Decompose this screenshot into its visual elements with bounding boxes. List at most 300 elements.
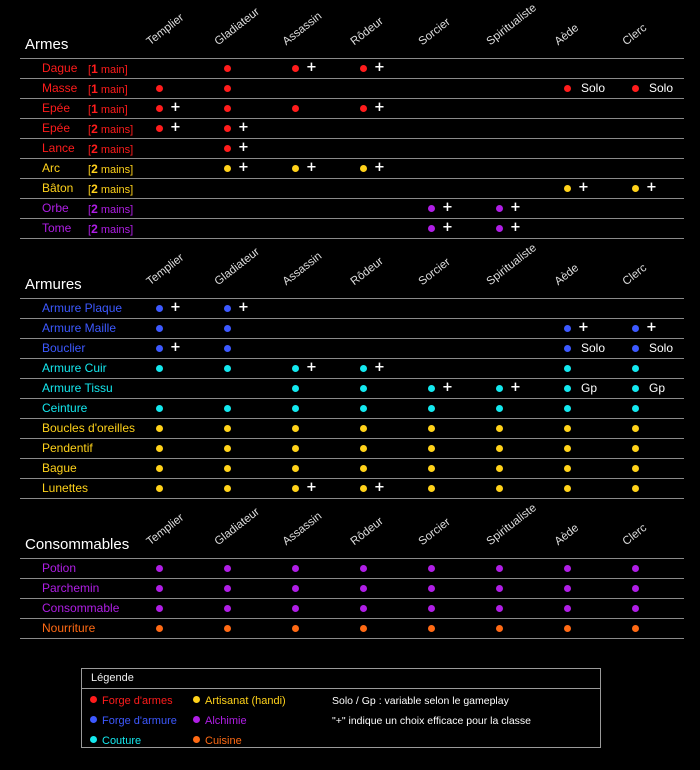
- dot-marker: [156, 485, 163, 492]
- dot-marker: [496, 485, 503, 492]
- cell-gladiateur: [224, 319, 284, 338]
- plus-marker: +: [170, 120, 181, 135]
- dot-marker: [496, 605, 503, 612]
- dot-marker: [224, 485, 231, 492]
- dot-marker: [360, 625, 367, 632]
- cell-spiritualiste: [496, 579, 556, 598]
- table-row: [20, 578, 684, 598]
- dot-marker: [360, 385, 367, 392]
- cell-aède: [564, 439, 624, 458]
- cell-spiritualiste: [496, 199, 556, 218]
- dot-marker: [428, 585, 435, 592]
- plus-marker: +: [442, 200, 453, 215]
- cell-gladiateur: [224, 439, 284, 458]
- cell-aède: [564, 319, 624, 338]
- cell-note: Gp: [649, 381, 666, 395]
- cell-aède: [564, 179, 624, 198]
- cell-clerc: [632, 619, 692, 638]
- dot-marker: [564, 365, 571, 372]
- cell-note: Gp: [581, 381, 598, 395]
- dot-marker: [156, 605, 163, 612]
- dot-marker: [360, 465, 367, 472]
- cell-clerc: [632, 379, 692, 398]
- section-title: Consommables: [25, 536, 130, 553]
- cell-gladiateur: [224, 399, 284, 418]
- cell-gladiateur: [224, 79, 284, 98]
- cell-sorcier: [428, 219, 488, 238]
- hand-count: [2 mains]: [88, 202, 134, 216]
- rows: [20, 558, 684, 639]
- cell-sorcier: [428, 559, 488, 578]
- dot-marker: [564, 485, 571, 492]
- dot-marker: [496, 585, 503, 592]
- plus-marker: +: [646, 180, 657, 195]
- cell-sorcier: [428, 439, 488, 458]
- column-header-5: Spiritualiste: [484, 501, 539, 548]
- plus-marker: +: [238, 160, 249, 175]
- cell-gladiateur: [224, 619, 284, 638]
- dot-marker: [156, 365, 163, 372]
- dot-marker: [224, 625, 231, 632]
- dot-marker: [428, 445, 435, 452]
- cell-gladiateur: [224, 59, 284, 78]
- legend-dot: [90, 736, 97, 743]
- column-header-2: Assassin: [280, 250, 325, 288]
- item-name: Armure Tissu: [42, 381, 113, 395]
- hand-count: [2 mains]: [88, 142, 134, 156]
- dot-marker: [564, 465, 571, 472]
- cell-templier: [156, 79, 216, 98]
- column-header-6: Aède: [552, 522, 582, 548]
- cell-templier: [156, 339, 216, 358]
- dot-marker: [360, 565, 367, 572]
- cell-clerc: [632, 319, 692, 338]
- plus-marker: +: [374, 360, 385, 375]
- dot-marker: [224, 65, 231, 72]
- cell-aède: [564, 399, 624, 418]
- hand-count: [1 main]: [88, 82, 128, 96]
- dot-marker: [360, 485, 367, 492]
- dot-marker: [292, 405, 299, 412]
- cell-templier: [156, 479, 216, 498]
- cell-sorcier: [428, 459, 488, 478]
- item-name: Epée: [42, 101, 71, 115]
- cell-sorcier: [428, 619, 488, 638]
- table-row: [20, 398, 684, 418]
- cell-rôdeur: [360, 579, 420, 598]
- column-header-4: Sorcier: [416, 256, 453, 288]
- item-name: Masse: [42, 81, 78, 95]
- cell-rôdeur: [360, 599, 420, 618]
- dot-marker: [156, 105, 163, 112]
- cell-aède: [564, 79, 624, 98]
- cell-clerc: [632, 559, 692, 578]
- cell-note: Solo: [649, 81, 674, 95]
- table-row: [20, 618, 684, 639]
- item-name: Lunettes: [42, 481, 89, 495]
- cell-gladiateur: [224, 479, 284, 498]
- table-row: [20, 118, 684, 138]
- hand-count: [1 main]: [88, 62, 128, 76]
- plus-marker: +: [510, 220, 521, 235]
- dot-marker: [292, 465, 299, 472]
- cell-assassin: [292, 59, 352, 78]
- dot-marker: [292, 105, 299, 112]
- dot-marker: [360, 165, 367, 172]
- cell-assassin: [292, 579, 352, 598]
- cell-gladiateur: [224, 579, 284, 598]
- cell-aède: [564, 459, 624, 478]
- dot-marker: [224, 605, 231, 612]
- cell-note: Solo: [581, 341, 606, 355]
- column-header-7: Clerc: [620, 262, 650, 288]
- cell-clerc: [632, 339, 692, 358]
- plus-marker: +: [442, 220, 453, 235]
- dot-marker: [496, 425, 503, 432]
- cell-rôdeur: [360, 459, 420, 478]
- dot-marker: [428, 385, 435, 392]
- dot-marker: [496, 465, 503, 472]
- dot-marker: [224, 165, 231, 172]
- dot-marker: [156, 405, 163, 412]
- cell-templier: [156, 619, 216, 638]
- dot-marker: [496, 445, 503, 452]
- dot-marker: [632, 465, 639, 472]
- legend-item: [193, 715, 247, 727]
- plus-marker: +: [238, 140, 249, 155]
- cell-gladiateur: [224, 359, 284, 378]
- dot-marker: [496, 405, 503, 412]
- dot-marker: [292, 365, 299, 372]
- dot-marker: [564, 325, 571, 332]
- dot-marker: [360, 405, 367, 412]
- column-header-1: Gladiateur: [212, 505, 262, 548]
- cell-spiritualiste: [496, 459, 556, 478]
- cell-spiritualiste: [496, 599, 556, 618]
- table-row: [20, 138, 684, 158]
- legend-box: [81, 668, 601, 748]
- dot-marker: [428, 425, 435, 432]
- cell-clerc: [632, 479, 692, 498]
- cell-rôdeur: [360, 99, 420, 118]
- cell-spiritualiste: [496, 559, 556, 578]
- cell-gladiateur: [224, 559, 284, 578]
- cell-assassin: [292, 619, 352, 638]
- legend-item: [90, 695, 173, 707]
- column-header-7: Clerc: [620, 22, 650, 48]
- hand-count: [1 main]: [88, 102, 128, 116]
- table-row: [20, 558, 684, 578]
- dot-marker: [156, 425, 163, 432]
- cell-spiritualiste: [496, 439, 556, 458]
- cell-sorcier: [428, 399, 488, 418]
- dot-marker: [224, 105, 231, 112]
- table-row: [20, 218, 684, 239]
- cell-templier: [156, 119, 216, 138]
- cell-clerc: [632, 179, 692, 198]
- dot-marker: [632, 585, 639, 592]
- dot-marker: [292, 565, 299, 572]
- dot-marker: [564, 625, 571, 632]
- cell-assassin: [292, 379, 352, 398]
- legend-title: Légende: [82, 669, 600, 689]
- hand-count: [2 mains]: [88, 182, 134, 196]
- dot-marker: [632, 425, 639, 432]
- cell-templier: [156, 559, 216, 578]
- cell-spiritualiste: [496, 219, 556, 238]
- dot-marker: [360, 425, 367, 432]
- plus-marker: +: [306, 360, 317, 375]
- cell-rôdeur: [360, 619, 420, 638]
- cell-gladiateur: [224, 339, 284, 358]
- dot-marker: [156, 565, 163, 572]
- legend-label: Cuisine: [205, 735, 242, 747]
- dot-marker: [564, 385, 571, 392]
- cell-templier: [156, 359, 216, 378]
- cell-gladiateur: [224, 99, 284, 118]
- item-name: Tome: [42, 221, 72, 235]
- dot-marker: [360, 445, 367, 452]
- table-row: [20, 298, 684, 318]
- item-name: Bouclier: [42, 341, 86, 355]
- cell-note: Solo: [581, 81, 606, 95]
- dot-marker: [156, 325, 163, 332]
- dot-marker: [224, 305, 231, 312]
- plus-marker: +: [374, 60, 385, 75]
- column-header-6: Aède: [552, 22, 582, 48]
- cell-rôdeur: [360, 439, 420, 458]
- hand-count: [2 mains]: [88, 122, 134, 136]
- dot-marker: [632, 365, 639, 372]
- cell-spiritualiste: [496, 399, 556, 418]
- cell-rôdeur: [360, 419, 420, 438]
- cell-aède: [564, 619, 624, 638]
- cell-assassin: [292, 439, 352, 458]
- cell-spiritualiste: [496, 419, 556, 438]
- cell-clerc: [632, 79, 692, 98]
- dot-marker: [632, 625, 639, 632]
- cell-gladiateur: [224, 599, 284, 618]
- dot-marker: [428, 465, 435, 472]
- cell-templier: [156, 399, 216, 418]
- dot-marker: [564, 565, 571, 572]
- table-row: [20, 318, 684, 338]
- item-name: Boucles d'oreilles: [42, 421, 136, 435]
- dot-marker: [360, 585, 367, 592]
- column-header-0: Templier: [144, 11, 187, 48]
- item-name: Nourriture: [42, 621, 96, 635]
- cell-clerc: [632, 439, 692, 458]
- table-row: [20, 78, 684, 98]
- column-header-7: Clerc: [620, 522, 650, 548]
- cell-sorcier: [428, 599, 488, 618]
- item-name: Pendentif: [42, 441, 93, 455]
- column-header-4: Sorcier: [416, 516, 453, 548]
- cell-aède: [564, 359, 624, 378]
- dot-marker: [360, 65, 367, 72]
- item-name: Bâton: [42, 181, 74, 195]
- dot-marker: [292, 385, 299, 392]
- dot-marker: [292, 165, 299, 172]
- dot-marker: [428, 625, 435, 632]
- item-name: Armure Maille: [42, 321, 117, 335]
- plus-marker: +: [374, 100, 385, 115]
- dot-marker: [632, 325, 639, 332]
- item-name: Ceinture: [42, 401, 88, 415]
- cell-clerc: [632, 419, 692, 438]
- dot-marker: [428, 205, 435, 212]
- table-row: [20, 198, 684, 218]
- cell-aède: [564, 599, 624, 618]
- plus-marker: +: [170, 300, 181, 315]
- plus-marker: +: [374, 160, 385, 175]
- plus-marker: +: [238, 120, 249, 135]
- column-header-5: Spiritualiste: [484, 1, 539, 48]
- dot-marker: [224, 345, 231, 352]
- legend-label: Couture: [102, 735, 142, 747]
- item-name: Potion: [42, 561, 77, 575]
- cell-sorcier: [428, 419, 488, 438]
- cell-aède: [564, 339, 624, 358]
- plus-marker: +: [442, 380, 453, 395]
- dot-marker: [632, 445, 639, 452]
- cell-rôdeur: [360, 159, 420, 178]
- cell-spiritualiste: [496, 619, 556, 638]
- dot-marker: [224, 325, 231, 332]
- column-header-3: Rôdeur: [348, 515, 386, 548]
- hand-count: [2 mains]: [88, 162, 134, 176]
- cell-aède: [564, 419, 624, 438]
- dot-marker: [224, 425, 231, 432]
- cell-templier: [156, 439, 216, 458]
- column-header-0: Templier: [144, 251, 187, 288]
- dot-marker: [156, 345, 163, 352]
- dot-marker: [632, 345, 639, 352]
- item-name: Armure Plaque: [42, 301, 123, 315]
- column-header-3: Rôdeur: [348, 255, 386, 288]
- dot-marker: [292, 585, 299, 592]
- cell-templier: [156, 599, 216, 618]
- dot-marker: [224, 465, 231, 472]
- plus-marker: +: [374, 480, 385, 495]
- cell-aède: [564, 479, 624, 498]
- legend-item: [193, 695, 286, 707]
- cell-templier: [156, 579, 216, 598]
- dot-marker: [496, 565, 503, 572]
- column-header-3: Rôdeur: [348, 15, 386, 48]
- plus-marker: +: [578, 320, 589, 335]
- cell-rôdeur: [360, 399, 420, 418]
- plus-marker: +: [306, 160, 317, 175]
- cell-assassin: [292, 359, 352, 378]
- cell-spiritualiste: [496, 479, 556, 498]
- column-header-5: Spiritualiste: [484, 241, 539, 288]
- dot-marker: [428, 565, 435, 572]
- column-header-6: Aède: [552, 262, 582, 288]
- legend-label: Forge d'armes: [102, 695, 173, 707]
- cell-gladiateur: [224, 139, 284, 158]
- dot-marker: [564, 605, 571, 612]
- column-header-1: Gladiateur: [212, 245, 262, 288]
- dot-marker: [564, 85, 571, 92]
- dot-marker: [496, 225, 503, 232]
- legend-note-plus: "+" indique un choix efficace pour la classe: [332, 715, 532, 727]
- dot-marker: [156, 585, 163, 592]
- cell-aède: [564, 559, 624, 578]
- dot-marker: [632, 385, 639, 392]
- cell-templier: [156, 459, 216, 478]
- table-row: [20, 458, 684, 478]
- table-row: [20, 158, 684, 178]
- dot-marker: [292, 625, 299, 632]
- cell-aède: [564, 579, 624, 598]
- table-row: [20, 478, 684, 499]
- plus-marker: +: [578, 180, 589, 195]
- dot-marker: [224, 125, 231, 132]
- plus-marker: +: [646, 320, 657, 335]
- legend-note-solo: Solo / Gp : variable selon le gameplay: [332, 695, 509, 707]
- cell-gladiateur: [224, 159, 284, 178]
- dot-marker: [156, 445, 163, 452]
- dot-marker: [564, 345, 571, 352]
- table-row: [20, 338, 684, 358]
- dot-marker: [156, 85, 163, 92]
- rows: [20, 298, 684, 499]
- cell-rôdeur: [360, 359, 420, 378]
- item-name: Armure Cuir: [42, 361, 107, 375]
- item-name: Parchemin: [42, 581, 100, 595]
- plus-marker: +: [306, 480, 317, 495]
- plus-marker: +: [510, 200, 521, 215]
- table-row: [20, 378, 684, 398]
- cell-clerc: [632, 459, 692, 478]
- dot-marker: [428, 605, 435, 612]
- plus-marker: +: [170, 100, 181, 115]
- dot-marker: [564, 425, 571, 432]
- cell-assassin: [292, 559, 352, 578]
- cell-gladiateur: [224, 299, 284, 318]
- dot-marker: [224, 585, 231, 592]
- cell-templier: [156, 99, 216, 118]
- cell-spiritualiste: [496, 379, 556, 398]
- cell-clerc: [632, 599, 692, 618]
- dot-marker: [156, 465, 163, 472]
- dot-marker: [224, 85, 231, 92]
- cell-assassin: [292, 599, 352, 618]
- cell-clerc: [632, 399, 692, 418]
- dot-marker: [632, 605, 639, 612]
- dot-marker: [224, 445, 231, 452]
- dot-marker: [224, 565, 231, 572]
- cell-clerc: [632, 359, 692, 378]
- dot-marker: [632, 85, 639, 92]
- cell-gladiateur: [224, 459, 284, 478]
- dot-marker: [224, 365, 231, 372]
- plus-marker: +: [170, 340, 181, 355]
- dot-marker: [632, 565, 639, 572]
- table-row: [20, 98, 684, 118]
- dot-marker: [156, 305, 163, 312]
- legend-dot: [90, 716, 97, 723]
- legend-item: [193, 735, 242, 747]
- column-header-0: Templier: [144, 511, 187, 548]
- cell-assassin: [292, 99, 352, 118]
- cell-assassin: [292, 419, 352, 438]
- dot-marker: [360, 105, 367, 112]
- dot-marker: [632, 185, 639, 192]
- legend-dot: [90, 696, 97, 703]
- dot-marker: [428, 225, 435, 232]
